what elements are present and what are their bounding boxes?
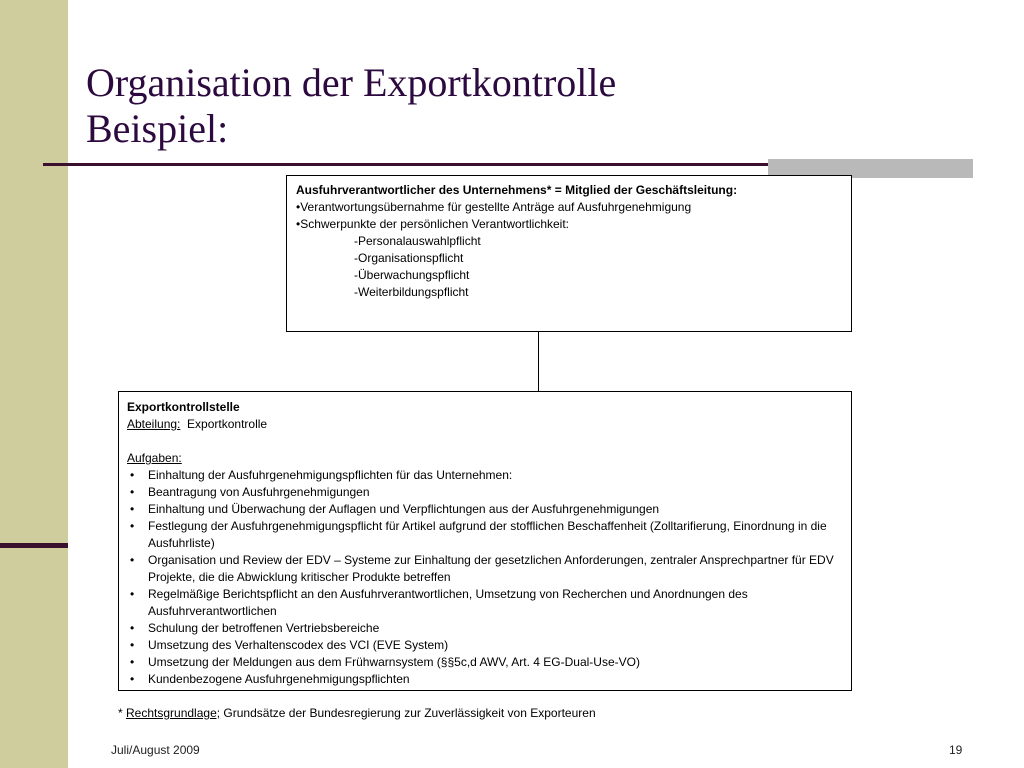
task-item: • Umsetzung des Verhaltenscodex des VCI (EVE System) [127,637,843,654]
box1-bullet: •Verantwortungsübernahme für gestellte Anträge auf Ausfuhrgenehmigung [296,200,692,214]
slide-title [86,60,616,152]
department-label: Abteilung: [127,417,181,431]
task-item: • Festlegung der Ausfuhrgenehmigungspflicht für Artikel aufgrund der stofflichen Beschaffenheit (Zolltarifierung, Einordnung in die Ausfuhrliste) [127,518,843,552]
task-item: • Beantragung von Ausfuhrgenehmigungen [127,484,843,501]
box1-sub-item: -Überwachungspflicht [354,268,470,282]
left-decorative-bar [0,0,68,768]
tasks-label: Aufgaben: [127,451,182,465]
task-item: • Einhaltung und Überwachung der Auflagen und Verpflichtungen aus der Ausfuhrgenehmigungen [127,501,843,518]
department-line [127,416,843,433]
task-item: • Umsetzung der Meldungen aus dem Frühwarnsystem (§§5c,d AWV, Art. 4 EG-Dual-Use-VO) [127,654,843,671]
responsible-person-box [286,175,852,332]
footnote-text: Grundsätze der Bundesregierung zur Zuverlässigkeit von Exporteuren [220,706,596,720]
task-item: • Einhaltung der Ausfuhrgenehmigungspflichten für das Unternehmen: [127,467,843,484]
footer-date: Juli/August 2009 [111,743,200,757]
org-connector-line [538,332,539,391]
footnote-label: Rechtsgrundlage; [126,706,221,720]
tasks-list [127,467,843,688]
department-value: Exportkontrolle [180,417,268,431]
box1-sub-item: -Organisationspflicht [354,251,464,265]
task-item: • Organisation und Review der EDV – Systeme zur Einhaltung der gesetzlichen Anforderungen, zentraler Ansprechpartner für EDV Projekte, die die Abwicklung kritischer Produkte betreffen [127,552,843,586]
page-number: 19 [949,743,963,757]
spacer [127,433,843,450]
title-line-2: Beispiel: [86,106,229,151]
left-bar-divider [0,543,68,548]
task-item: • Kundenbezogene Ausfuhrgenehmigungspflichten [127,671,843,688]
box1-heading: Ausfuhrverantwortlicher des Unternehmens* = Mitglied der Geschäftsleitung: [296,183,738,197]
title-line-1: Organisation der Exportkontrolle [86,60,617,105]
box1-sub-item: -Weiterbildungspflicht [354,285,469,299]
footnote [118,706,596,721]
box1-sub-item: -Personalauswahlpflicht [354,234,481,248]
task-item: • Schulung der betroffenen Vertriebsbereiche [127,620,843,637]
export-control-box [118,391,852,691]
footnote-star: * [118,706,127,720]
box1-bullet: •Schwerpunkte der persönlichen Verantwortlichkeit: [296,217,570,231]
task-item: • Regelmäßige Berichtspflicht an den Ausfuhrverantwortlichen, Umsetzung von Recherchen und Anordnungen des Ausfuhrverantwortlichen [127,586,843,620]
box2-heading: Exportkontrollstelle [127,400,240,414]
